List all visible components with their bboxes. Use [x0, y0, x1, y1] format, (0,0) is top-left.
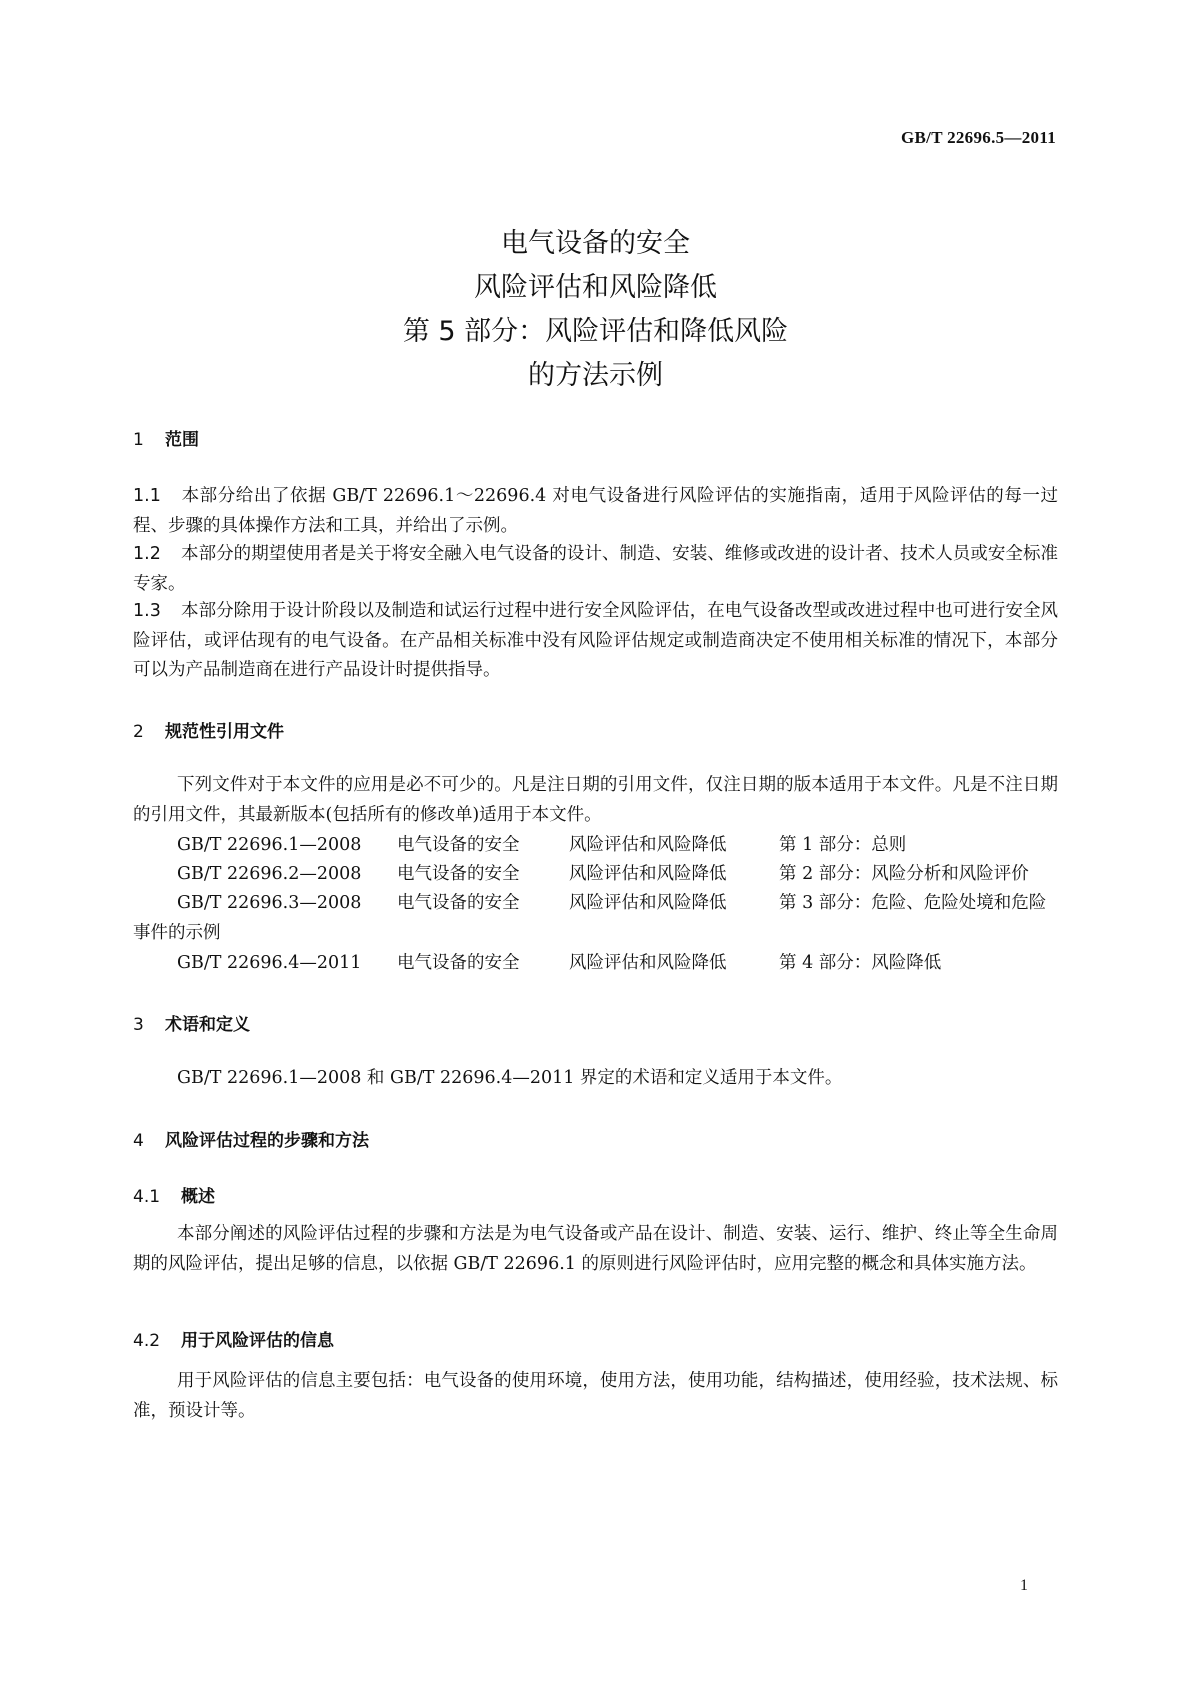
clause-paragraph [133, 482, 1058, 541]
section-heading [133, 1010, 250, 1035]
reference-part: 第 4 部分：风险降低 [779, 953, 942, 973]
reference-title-part: 风险评估和风险降低 [569, 893, 727, 913]
section-number: 4 [133, 1131, 144, 1151]
reference-title-part: 电气设备的安全 [397, 835, 520, 855]
section-heading [133, 425, 199, 450]
clause-number: 1.1 [133, 486, 161, 506]
clause-number: 1.3 [133, 601, 161, 621]
title-line: 的方法示例 [528, 360, 663, 391]
page-number: 1 [1020, 1577, 1028, 1594]
section-text: 本部分阐述的风险评估过程的步骤和方法是为电气设备或产品在设计、制造、安装、运行、维护、终止等全生命周期的风险评估，提出足够的信息，以依据 GB/T 22696.1 的原则进行风险评估时，应用完整的概念和具体实施方法。 [133, 1224, 1058, 1274]
section-title: 风险评估过程的步骤和方法 [165, 1131, 369, 1151]
subsection-number: 4.1 [133, 1187, 161, 1207]
section-intro: 下列文件对于本文件的应用是必不可少的。凡是注日期的引用文件，仅注日期的版本适用于本文件。凡是不注日期的引用文件，其最新版本(包括所有的修改单)适用于本文件。 [133, 775, 1058, 825]
clause-text: 本部分给出了依据 GB/T 22696.1～22696.4 对电气设备进行风险评估的实施指南，适用于风险评估的每一过程、步骤的具体操作方法和工具，并给出了示例。 [133, 486, 1058, 536]
clause-paragraph [133, 540, 1058, 599]
clause-text: 本部分的期望使用者是关于将安全融入电气设备的设计、制造、安装、维修或改进的设计者、技术人员或安全标准专家。 [133, 544, 1058, 594]
section-number: 1 [133, 430, 144, 450]
reference-code: GB/T 22696.3—2008 [177, 893, 362, 913]
reference-entry [133, 889, 1058, 948]
reference-entry [177, 860, 1029, 885]
title-line: 电气设备的安全 [501, 228, 690, 259]
standard-number: GB/T 22696.5—2011 [901, 128, 1056, 147]
reference-title-part: 风险评估和风险降低 [569, 835, 727, 855]
reference-title-part: 电气设备的安全 [397, 864, 520, 884]
reference-code: GB/T 22696.2—2008 [177, 864, 362, 884]
reference-part: 第 2 部分：风险分析和风险评价 [779, 864, 1029, 884]
section-heading [133, 1126, 369, 1151]
section-title: 术语和定义 [165, 1015, 250, 1035]
title-line: 第 5 部分：风险评估和降低风险 [402, 316, 789, 347]
subsection-title: 概述 [181, 1187, 215, 1207]
reference-title-part: 风险评估和风险降低 [569, 953, 727, 973]
reference-part: 第 1 部分：总则 [779, 835, 907, 855]
reference-title-part: 风险评估和风险降低 [569, 864, 727, 884]
reference-entry [177, 831, 906, 856]
section-text: 用于风险评估的信息主要包括：电气设备的使用环境，使用方法，使用功能，结构描述，使用经验，技术法规、标准，预设计等。 [133, 1371, 1058, 1421]
reference-part: 第 3 部分：危险、危险处境和危险事件的示例 [133, 893, 1047, 943]
reference-title-part: 电气设备的安全 [397, 893, 520, 913]
clause-paragraph [133, 597, 1058, 686]
reference-code: GB/T 22696.1—2008 [177, 835, 362, 855]
subsection-number: 4.2 [133, 1331, 161, 1351]
section-number: 2 [133, 722, 144, 742]
reference-title-part: 电气设备的安全 [397, 953, 520, 973]
section-title: 范围 [165, 430, 199, 450]
clause-text: 本部分除用于设计阶段以及制造和试运行过程中进行安全风险评估，在电气设备改型或改进过程中也可进行安全风险评估，或评估现有的电气设备。在产品相关标准中没有风险评估规定或制造商决定不使用相关标准的情况下，本部分可以为产品制造商在进行产品设计时提供指导。 [133, 601, 1058, 680]
section-title: 规范性引用文件 [165, 722, 284, 742]
subsection-title: 用于风险评估的信息 [181, 1331, 334, 1351]
subsection-heading [133, 1326, 334, 1351]
reference-code: GB/T 22696.4—2011 [177, 953, 362, 973]
subsection-heading [133, 1182, 215, 1207]
section-heading [133, 717, 284, 742]
section-text: GB/T 22696.1—2008 和 GB/T 22696.4—2011 界定的术语和定义适用于本文件。 [177, 1068, 843, 1088]
section-number: 3 [133, 1015, 144, 1035]
title-line: 风险评估和风险降低 [474, 272, 717, 303]
reference-entry [177, 949, 941, 974]
clause-number: 1.2 [133, 544, 161, 564]
document-title [0, 222, 1191, 398]
